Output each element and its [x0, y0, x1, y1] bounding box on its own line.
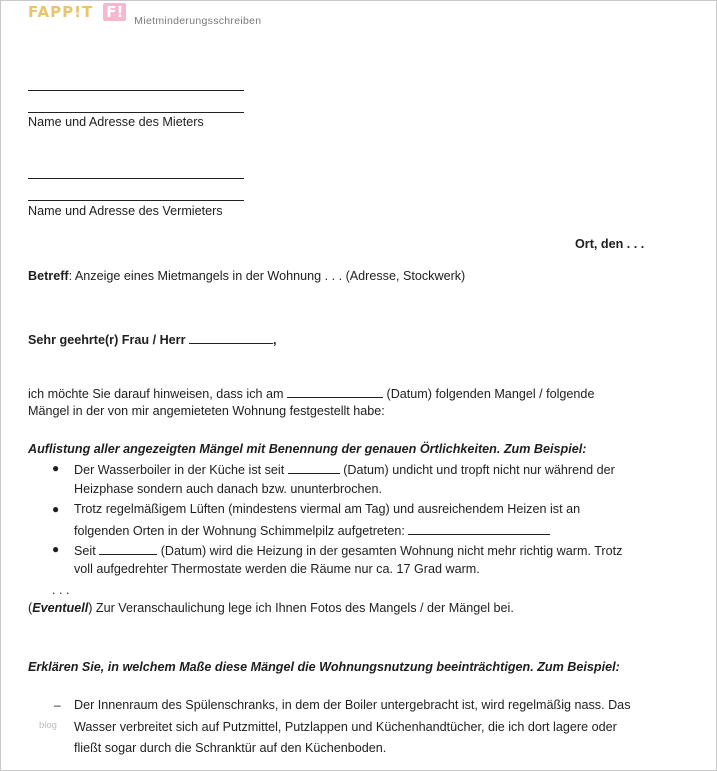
tenant-label: Name und Adresse des Mieters [28, 115, 204, 129]
list-ellipsis: . . . [52, 583, 70, 597]
impact-item-line-1: Der Innenraum des Spülenschranks, in dem der Boiler untergebracht ist, wird regelmäßig nass. Das [74, 698, 631, 712]
date-blank [287, 385, 383, 398]
intro-text-b: (Datum) folgenden Mangel / folgende [386, 387, 595, 401]
bullet-icon: ● [52, 502, 60, 516]
place-date: Ort, den . . . [575, 237, 645, 251]
logo [28, 3, 261, 25]
item-1-text-b: (Datum) undicht und tropft nicht nur während der [343, 463, 615, 477]
list-item-2: Trotz regelmäßigem Lüften (mindestens viermal am Tag) und ausreichendem Heizen ist an [74, 502, 581, 516]
optional-open: ( [28, 601, 33, 615]
salutation-comma: , [272, 333, 277, 347]
list-heading: Auflistung aller angezeigten Mängel mit Benennung der genauen Örtlichkeiten. Zum Beispiel: [28, 442, 587, 456]
document-title: Mietminderungsschreiben [134, 15, 262, 27]
logo-text: FAPP!T [28, 3, 94, 21]
item-3-date-blank [99, 542, 157, 555]
bullet-icon: ● [52, 542, 60, 556]
item-2-text-b: folgenden Orten in der Wohnung Schimmelpilz aufgetreten: [74, 524, 405, 538]
tenant-line-2 [28, 112, 244, 113]
intro-line-1 [28, 385, 594, 401]
name-blank [189, 331, 273, 344]
item-1-date-blank [288, 461, 340, 474]
impact-heading: Erklären Sie, in welchem Maße diese Mängel die Wohnungsnutzung beeinträchtigen. Zum Beispiel: [28, 660, 620, 674]
item-1-text-a: Der Wasserboiler in der Küche ist seit [74, 463, 285, 477]
intro-text-a: ich möchte Sie darauf hinweisen, dass ich am [28, 387, 284, 401]
item-3-text-b: (Datum) wird die Heizung in der gesamten Wohnung nicht mehr richtig warm. Trotz [160, 544, 623, 558]
subject-line [28, 269, 465, 283]
list-item-1 [74, 461, 615, 477]
impact-item-line-2: Wasser verbreitet sich auf Putzmittel, Putzlappen und Küchenhandtücher, die ich dort lagere oder [74, 720, 617, 734]
landlord-line-2 [28, 200, 244, 201]
watermark: blog [39, 720, 57, 731]
logo-badge: F! [103, 3, 126, 21]
landlord-label: Name und Adresse des Vermieters [28, 204, 223, 218]
salutation [28, 331, 276, 347]
item-2-place-blank [408, 522, 550, 535]
list-item-3-cont: voll aufgedrehter Thermostate werden die Räume nur ca. 17 Grad warm. [74, 562, 480, 576]
salutation-text: Sehr geehrte(r) Frau / Herr [28, 333, 186, 347]
optional-text: ) Zur Veranschaulichung lege ich Ihnen Fotos des Mangels / der Mängel bei. [88, 601, 514, 615]
optional-note [28, 601, 514, 615]
list-item-3 [74, 542, 622, 558]
bullet-icon: ● [52, 461, 60, 475]
tenant-line-1 [28, 90, 244, 91]
landlord-line-1 [28, 178, 244, 179]
subject-label: Betreff [28, 269, 69, 283]
dash-icon: – [54, 698, 61, 712]
impact-item-line-3: fließt sogar durch die Schranktür auf den Küchenboden. [74, 741, 387, 755]
item-3-text-a: Seit [74, 544, 96, 558]
optional-label: Eventuell [32, 601, 89, 615]
subject-text: : Anzeige eines Mietmangels in der Wohnung . . . (Adresse, Stockwerk) [68, 269, 466, 283]
list-item-1-cont: Heizphase sondern auch danach bzw. ununterbrochen. [74, 482, 383, 496]
intro-line-2: Mängel in der von mir angemieteten Wohnung festgestellt habe: [28, 404, 385, 418]
list-item-2-cont [74, 522, 550, 538]
